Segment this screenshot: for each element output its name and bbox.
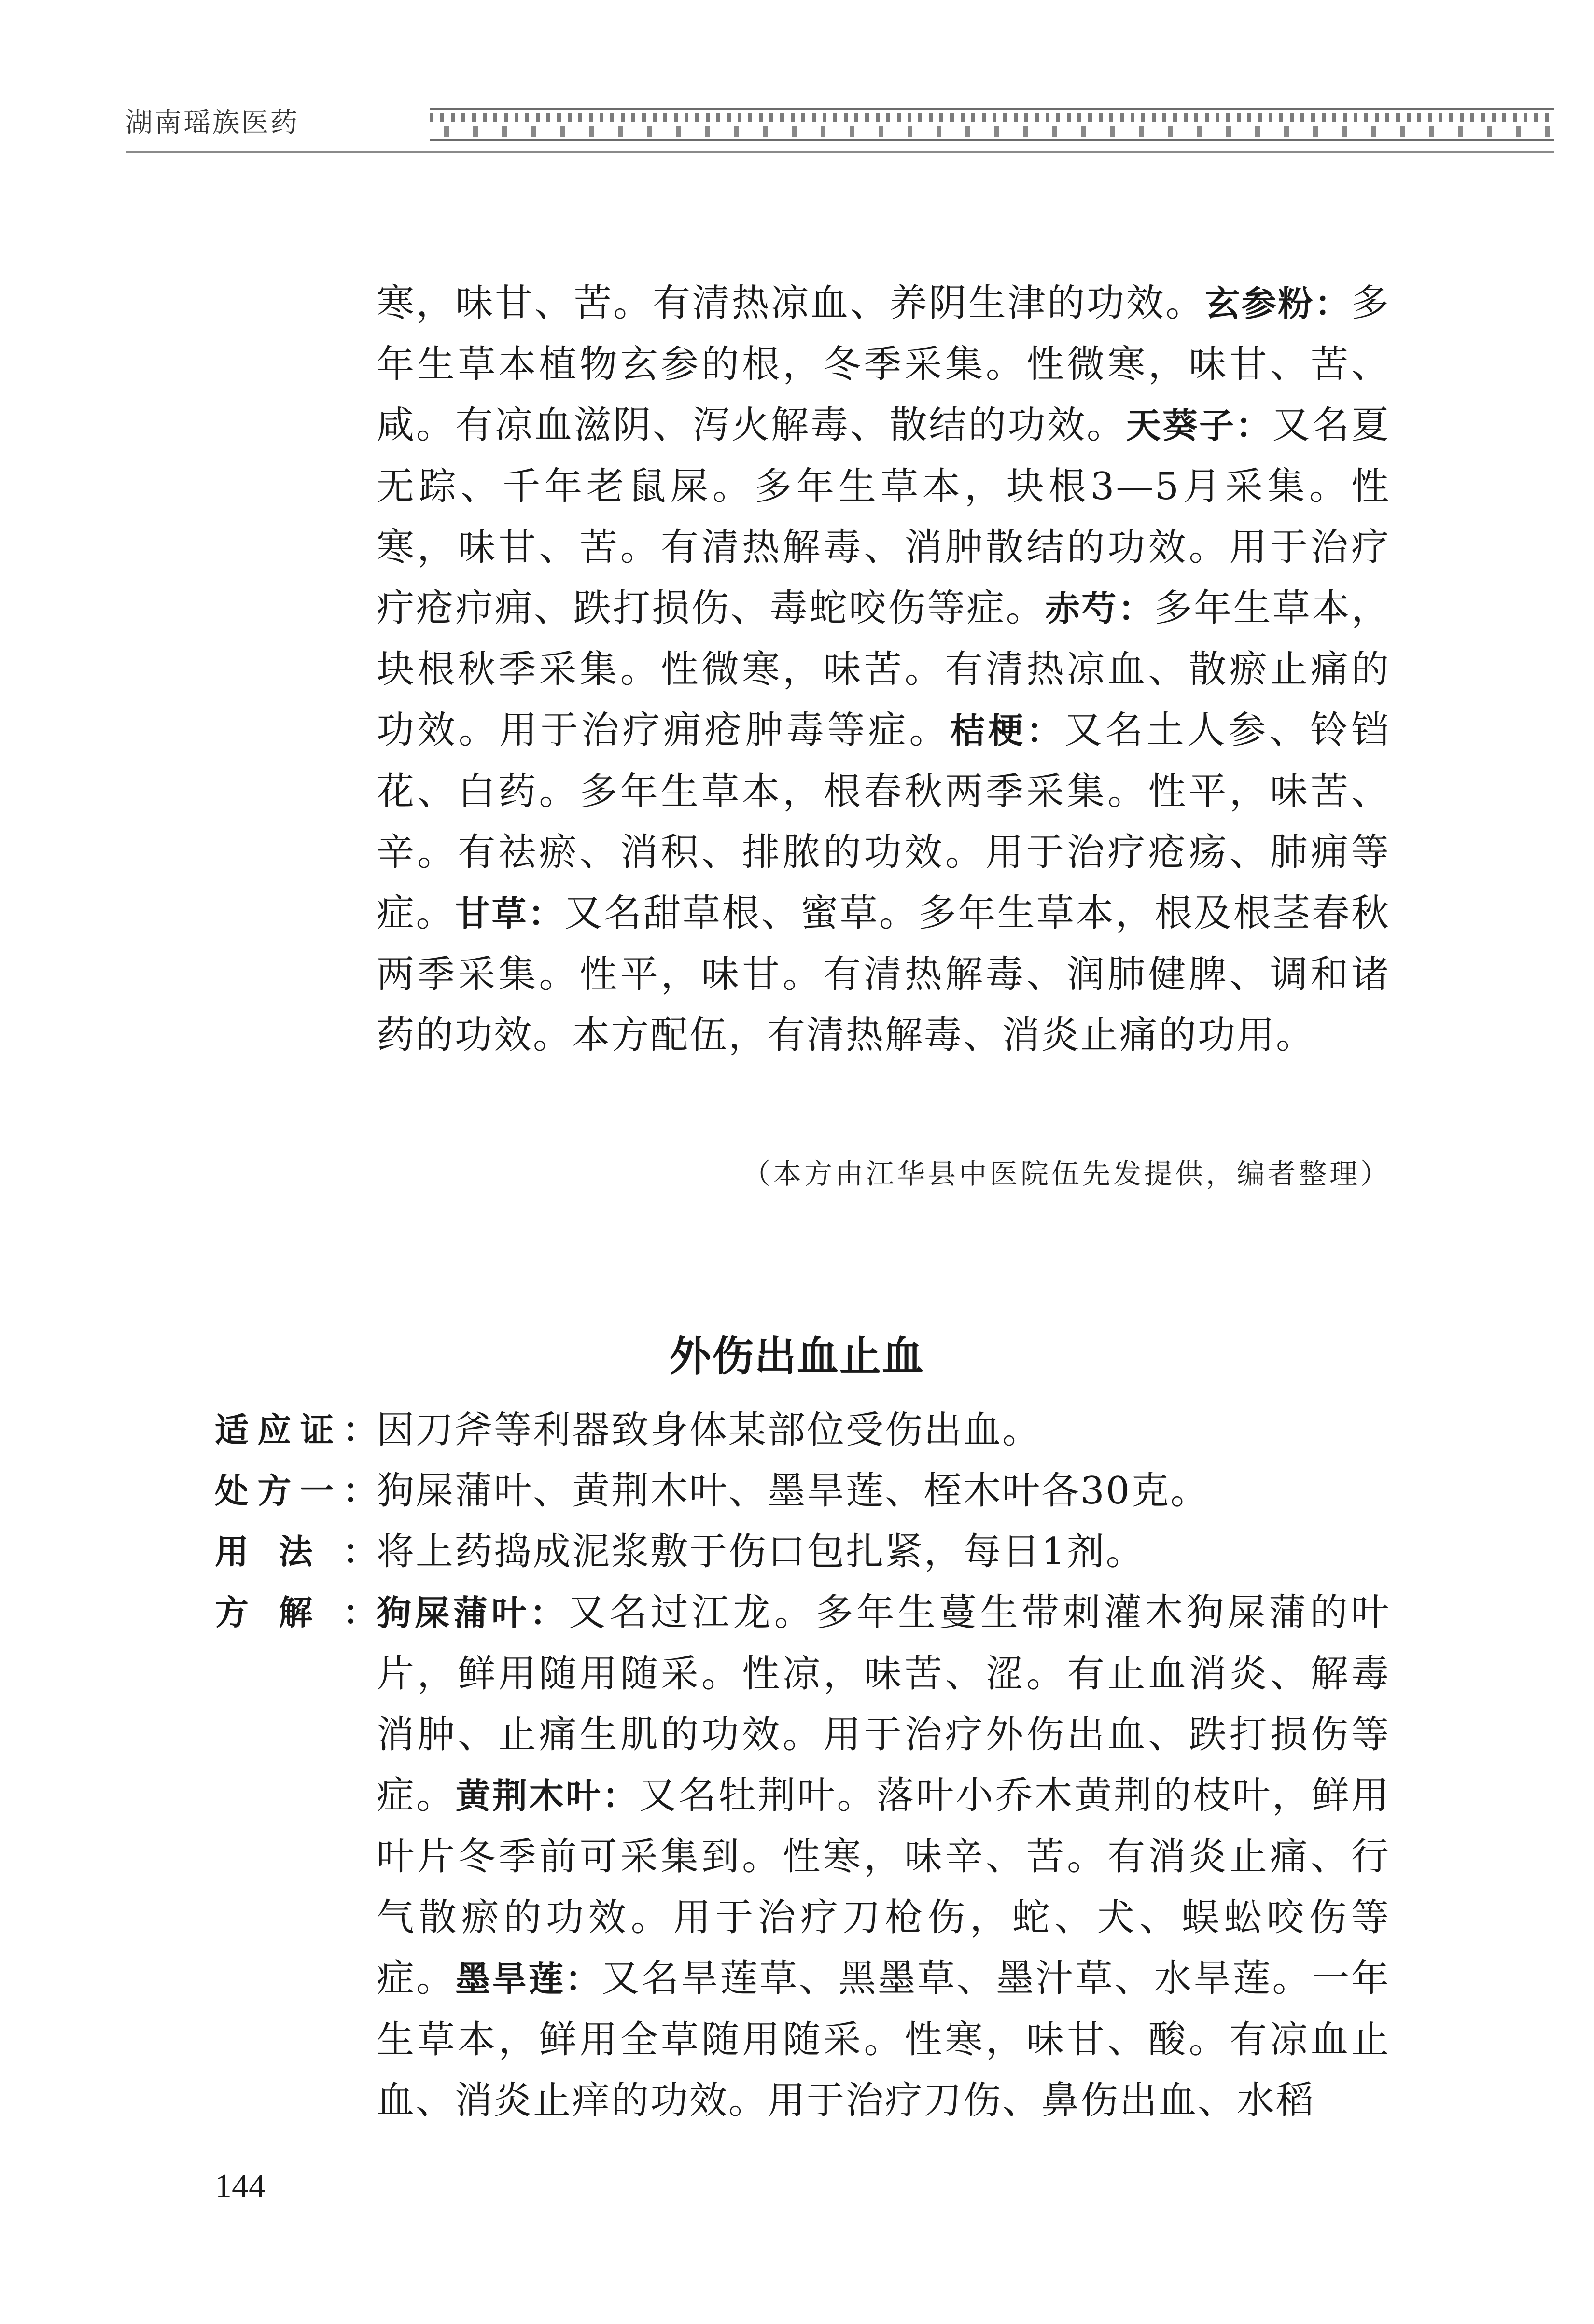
herb-term: 天葵子： — [1126, 405, 1272, 446]
entry-content — [377, 1521, 1390, 1582]
entry-label-char: 法 — [279, 1532, 313, 1572]
text-run: 又名甜草根、蜜草。多年生草本，根及根茎春秋两季采集。性平，味甘。有清热解毒、润肺健脾、调和诸药的功效。本方配伍，有清热解毒、消炎止痛的功用。 — [377, 891, 1390, 1057]
entry-label-char: 证 — [300, 1410, 334, 1450]
continuation-paragraph — [377, 273, 1390, 1066]
text-run: 多年生草本植物玄参的根，冬季采集。性微寒，味甘、苦、咸。有凉血滋阴、泻火解毒、散结的功效。 — [377, 281, 1390, 447]
entry-label-char: 方 — [257, 1471, 292, 1511]
section-title: 外伤出血止血 — [670, 1332, 924, 1380]
entry-content — [377, 1582, 1390, 2131]
herb-term: 玄参粉： — [1205, 283, 1351, 324]
text-run: 狗屎蒲叶、黄荆木叶、墨旱莲、桎木叶各30克。 — [377, 1469, 1210, 1513]
prescription-entry — [215, 1521, 1390, 1582]
source-credit: （本方由江华县中医院伍先发提供，编者整理） — [742, 1157, 1391, 1190]
text-run: 又名土人参、铃铛花、白药。多年生草本，根春秋两季采集。性平，味苦、辛。有祛瘀、消积、排脓的功效。用于治疗疮疡、肺痈等症。 — [377, 709, 1390, 935]
page-number: 144 — [215, 2168, 266, 2205]
text-run: 又名旱莲草、黑墨草、墨汁草、水旱莲。一年生草本，鲜用全草随用随采。性寒，味甘、酸。有凉血止血、消炎止痒的功效。用于治疗刀伤、鼻伤出血、水稻 — [377, 1957, 1390, 2122]
herb-term: 狗屎蒲叶： — [377, 1593, 568, 1633]
entry-label-char: ： — [343, 1532, 377, 1572]
running-header — [126, 104, 1554, 162]
entry-label — [215, 1582, 377, 1643]
prescription-entries — [215, 1400, 1390, 2131]
prescription-entry — [215, 1461, 1390, 1521]
herb-term: 黄荆木叶： — [455, 1776, 639, 1816]
header-rule — [126, 151, 1554, 153]
herb-term: 桔梗： — [950, 710, 1064, 751]
entry-label-char: ： — [342, 1410, 377, 1450]
prescription-entry — [215, 1400, 1390, 1461]
prescription-entry — [215, 1582, 1390, 2131]
text-run: 寒，味甘、苦。有清热凉血、养阴生津的功效。 — [377, 281, 1205, 325]
entry-label-char: 应 — [257, 1410, 292, 1450]
entry-content — [377, 1400, 1390, 1461]
entry-label-char: 一 — [300, 1471, 334, 1511]
entry-label-char: ： — [342, 1471, 377, 1511]
entry-label-char: 解 — [279, 1593, 313, 1632]
text-run: 将上药捣成泥浆敷于伤口包扎紧，每日1剂。 — [377, 1530, 1145, 1573]
entry-content — [377, 1461, 1390, 1521]
entry-label-char: 适 — [215, 1410, 249, 1450]
entry-label-char: ： — [343, 1593, 377, 1632]
entry-label-char: 处 — [215, 1471, 249, 1511]
herb-term: 墨旱莲： — [455, 1959, 602, 1999]
text-run: 多年生草本，块根秋季采集。性微寒，味苦。有清热凉血、散瘀止痛的功效。用于治疗痈疮肿毒等症。 — [377, 586, 1390, 752]
book-title: 湖南瑶族医药 — [126, 107, 299, 139]
entry-label — [215, 1461, 377, 1521]
herb-term: 甘草： — [455, 893, 565, 934]
entry-label — [215, 1400, 377, 1461]
text-run: 又名夏无踪、千年老鼠屎。多年生草本，块根3—5月采集。性寒，味甘、苦。有清热解毒、消肿散结的功效。用于治疗疔疮疖痈、跌打损伤、毒蛇咬伤等症。 — [377, 404, 1390, 630]
text-run: 因刀斧等利器致身体某部位受伤出血。 — [377, 1408, 1042, 1452]
entry-label-char: 用 — [215, 1532, 249, 1572]
decorative-border-band — [430, 108, 1554, 141]
entry-label — [215, 1521, 377, 1582]
text-run: 又名过江龙。多年生蔓生带刺灌木狗屎蒲的叶片，鲜用随用随采。性凉，味苦、涩。有止血消炎、解毒消肿、止痛生肌的功效。用于治疗外伤出血、跌打损伤等症。 — [377, 1591, 1390, 1817]
text-run: 又名牡荆叶。落叶小乔木黄荆的枝叶，鲜用叶片冬季前可采集到。性寒，味辛、苦。有消炎止痛、行气散瘀的功效。用于治疗刀枪伤，蛇、犬、蜈蚣咬伤等症。 — [377, 1774, 1390, 2000]
herb-term: 赤芍： — [1045, 588, 1155, 629]
entry-label-char: 方 — [215, 1593, 249, 1632]
